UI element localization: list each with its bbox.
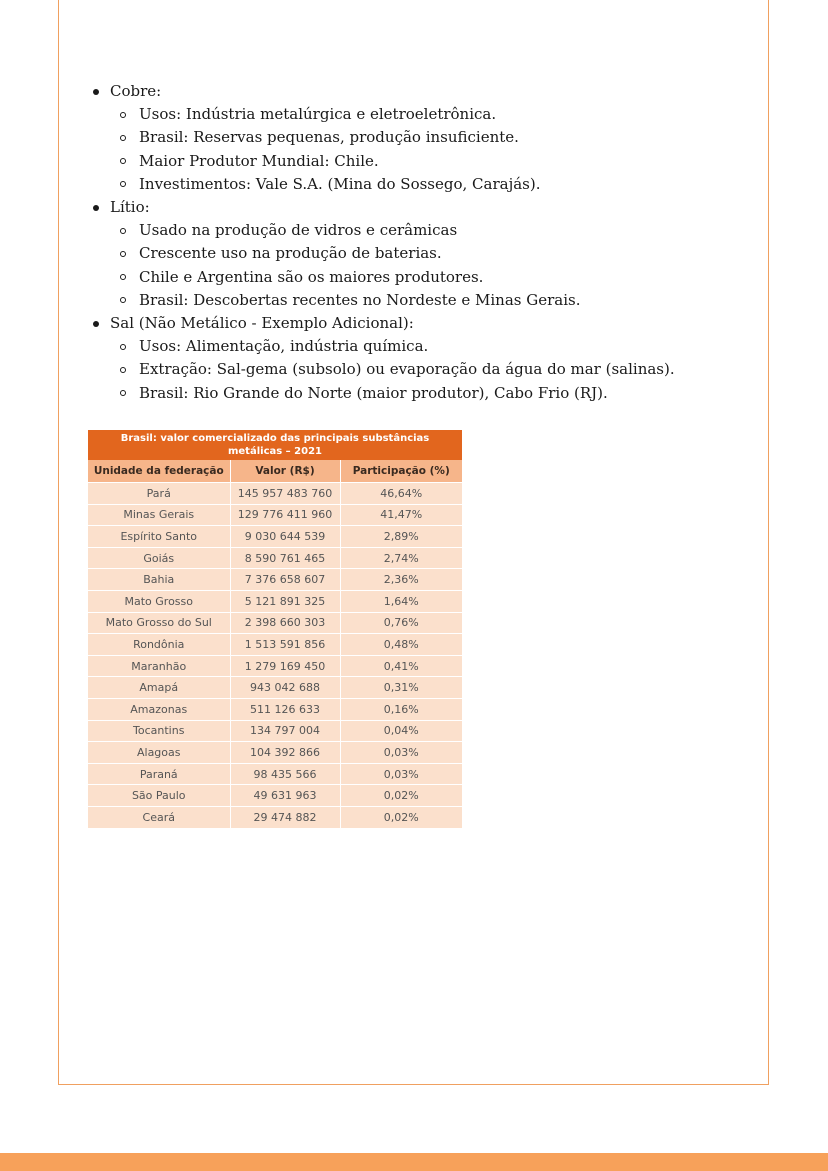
list-item-litio	[90, 196, 730, 312]
cell-value: 145 957 483 760	[230, 483, 340, 505]
cell-state: Mato Grosso	[88, 590, 230, 612]
column-header: Valor (R$)	[230, 460, 340, 483]
cell-state: Ceará	[88, 806, 230, 827]
metals-table-figure	[88, 430, 462, 828]
cell-state: Minas Gerais	[88, 504, 230, 526]
cell-value: 134 797 004	[230, 720, 340, 742]
cell-share: 0,02%	[340, 785, 462, 807]
cell-share: 0,41%	[340, 655, 462, 677]
metals-table	[88, 460, 462, 828]
cell-state: Bahia	[88, 569, 230, 591]
sub-list	[110, 335, 730, 405]
column-header: Participação (%)	[340, 460, 462, 483]
cell-share: 0,04%	[340, 720, 462, 742]
cell-value: 129 776 411 960	[230, 504, 340, 526]
cell-value: 1 279 169 450	[230, 655, 340, 677]
sub-list	[110, 219, 730, 312]
cell-share: 0,31%	[340, 677, 462, 699]
list-item: Usos: Alimentação, indústria química.	[110, 335, 730, 358]
footer-bar	[0, 1153, 828, 1171]
table-row	[88, 677, 462, 699]
cell-value: 1 513 591 856	[230, 634, 340, 656]
cell-share: 0,16%	[340, 698, 462, 720]
table-row	[88, 720, 462, 742]
table-row	[88, 590, 462, 612]
cell-share: 0,03%	[340, 763, 462, 785]
cell-share: 0,48%	[340, 634, 462, 656]
cell-value: 2 398 660 303	[230, 612, 340, 634]
cell-value: 7 376 658 607	[230, 569, 340, 591]
cell-value: 8 590 761 465	[230, 547, 340, 569]
table-row	[88, 547, 462, 569]
cell-value: 943 042 688	[230, 677, 340, 699]
cell-value: 511 126 633	[230, 698, 340, 720]
cell-state: Rondônia	[88, 634, 230, 656]
cell-state: Maranhão	[88, 655, 230, 677]
cell-state: Mato Grosso do Sul	[88, 612, 230, 634]
bullet-title: Cobre:	[110, 82, 162, 100]
cell-state: Paraná	[88, 763, 230, 785]
list-item-cobre	[90, 80, 730, 196]
table-row	[88, 806, 462, 827]
cell-value: 9 030 644 539	[230, 526, 340, 548]
mineral-list	[90, 80, 730, 405]
cell-value: 29 474 882	[230, 806, 340, 827]
table-body	[88, 483, 462, 828]
list-item: Brasil: Rio Grande do Norte (maior produtor), Cabo Frio (RJ).	[110, 382, 730, 405]
cell-value: 49 631 963	[230, 785, 340, 807]
bullet-content	[90, 80, 730, 405]
cell-share: 0,03%	[340, 742, 462, 764]
cell-share: 2,89%	[340, 526, 462, 548]
cell-state: Amazonas	[88, 698, 230, 720]
cell-state: Espírito Santo	[88, 526, 230, 548]
cell-value: 5 121 891 325	[230, 590, 340, 612]
cell-state: Tocantins	[88, 720, 230, 742]
cell-state: Goiás	[88, 547, 230, 569]
table-row	[88, 763, 462, 785]
list-item: Investimentos: Vale S.A. (Mina do Sossego, Carajás).	[110, 173, 730, 196]
cell-share: 1,64%	[340, 590, 462, 612]
list-item: Brasil: Descobertas recentes no Nordeste e Minas Gerais.	[110, 289, 730, 312]
list-item: Extração: Sal-gema (subsolo) ou evaporação da água do mar (salinas).	[110, 358, 730, 381]
cell-share: 2,36%	[340, 569, 462, 591]
table-title: Brasil: valor comercializado das principais substâncias metálicas – 2021	[88, 430, 462, 460]
table-row	[88, 698, 462, 720]
table-row	[88, 785, 462, 807]
cell-share: 2,74%	[340, 547, 462, 569]
table-header-row	[88, 460, 462, 483]
list-item: Brasil: Reservas pequenas, produção insuficiente.	[110, 126, 730, 149]
list-item: Maior Produtor Mundial: Chile.	[110, 150, 730, 173]
bullet-title: Sal (Não Metálico - Exemplo Adicional):	[110, 314, 414, 333]
cell-share: 46,64%	[340, 483, 462, 505]
cell-state: Pará	[88, 483, 230, 505]
cell-state: Alagoas	[88, 742, 230, 764]
list-item: Usado na produção de vidros e cerâmicas	[110, 219, 730, 242]
table-row	[88, 634, 462, 656]
list-item-sal	[90, 312, 730, 405]
table-row	[88, 526, 462, 548]
cell-share: 0,76%	[340, 612, 462, 634]
table-row	[88, 655, 462, 677]
table-row	[88, 569, 462, 591]
cell-state: São Paulo	[88, 785, 230, 807]
cell-value: 98 435 566	[230, 763, 340, 785]
bullet-title: Lítio:	[110, 198, 150, 217]
table-row	[88, 612, 462, 634]
list-item: Usos: Indústria metalúrgica e eletroeletrônica.	[110, 103, 730, 126]
cell-state: Amapá	[88, 677, 230, 699]
table-row	[88, 742, 462, 764]
cell-share: 41,47%	[340, 504, 462, 526]
list-item: Chile e Argentina são os maiores produtores.	[110, 266, 730, 289]
table-row	[88, 504, 462, 526]
column-header: Unidade da federação	[88, 460, 230, 483]
list-item: Crescente uso na produção de baterias.	[110, 242, 730, 265]
sub-list	[110, 103, 730, 196]
cell-share: 0,02%	[340, 806, 462, 827]
table-row	[88, 483, 462, 505]
cell-value: 104 392 866	[230, 742, 340, 764]
